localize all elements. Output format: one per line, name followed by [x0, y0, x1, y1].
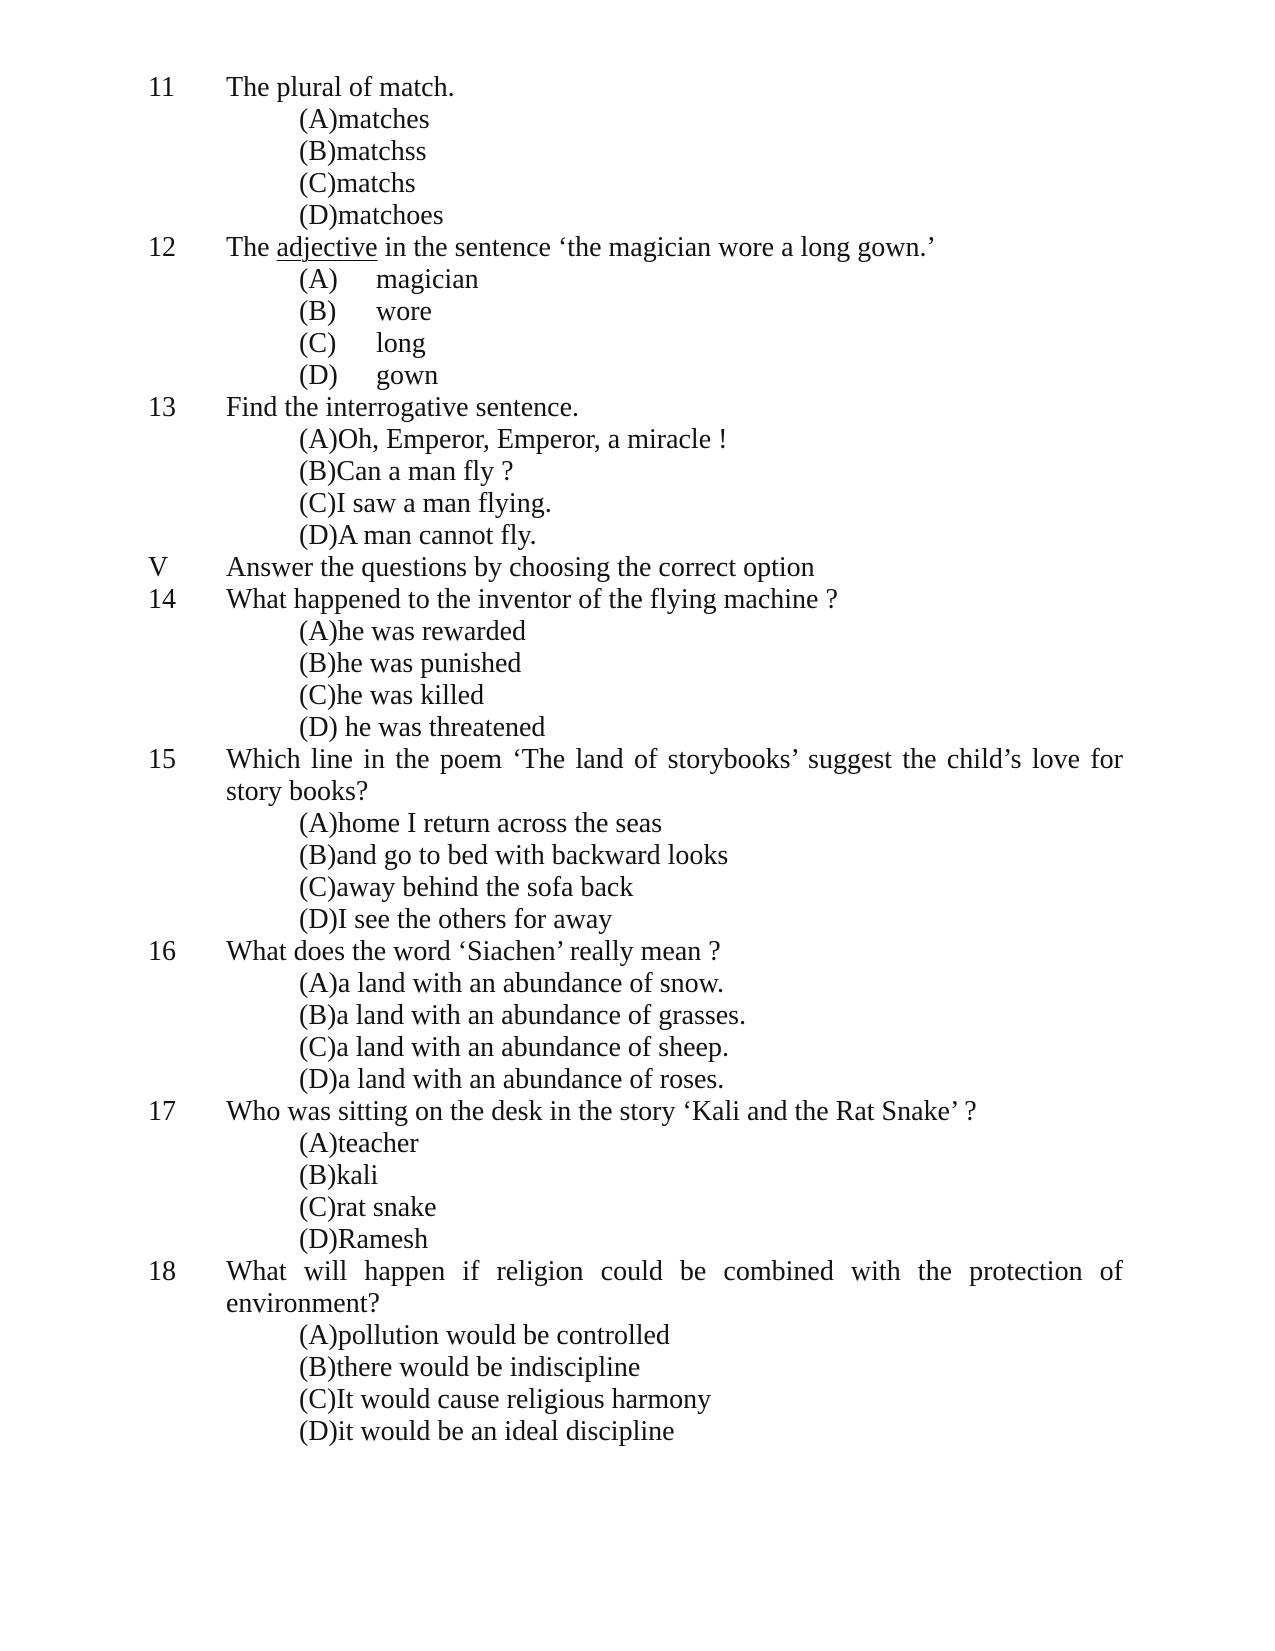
- option-a: (A)home I return across the seas: [299, 808, 663, 839]
- question-text-line-1: Which line in the poem ‘The land of storybooks’ suggest the child’s love for: [226, 744, 1123, 775]
- option-a: (A)teacher: [299, 1128, 419, 1159]
- option: [0, 295, 1275, 329]
- option-d: (D)I see the others for away: [299, 904, 613, 935]
- option-c: (C)a land with an abundance of sheep.: [299, 1032, 729, 1063]
- question-number: 17: [148, 1096, 176, 1127]
- option-b-text: wore: [376, 296, 432, 327]
- option-a: (A)he was rewarded: [299, 616, 526, 647]
- question-text: What happened to the inventor of the flying machine ?: [226, 584, 838, 615]
- option-c: (C)rat snake: [299, 1192, 437, 1223]
- option: [0, 807, 1275, 841]
- question-13: [0, 391, 1275, 425]
- option: [0, 967, 1275, 1001]
- option: [0, 1351, 1275, 1385]
- section-v-heading: [0, 551, 1275, 585]
- question-number: 11: [148, 72, 175, 103]
- option: [0, 519, 1275, 553]
- option-c-text: long: [376, 328, 426, 359]
- option: [0, 327, 1275, 361]
- option: [0, 615, 1275, 649]
- option-d-text: gown: [376, 360, 439, 391]
- question-text-line-2: environment?: [226, 1288, 380, 1319]
- question-number: 18: [148, 1256, 176, 1287]
- option: [0, 1127, 1275, 1161]
- question-16: [0, 935, 1275, 969]
- question-18-continued: [0, 1287, 1275, 1321]
- option-d: (D)matchoes: [299, 200, 444, 231]
- question-12: [0, 231, 1275, 265]
- option-c: (C)matchs: [299, 168, 416, 199]
- question-number: 16: [148, 936, 176, 967]
- question-text-line-2: story books?: [226, 776, 369, 807]
- option: [0, 1031, 1275, 1065]
- question-text: Who was sitting on the desk in the story ‘Kali and the Rat Snake’ ?: [226, 1096, 977, 1127]
- underlined-word: adjective: [276, 232, 378, 263]
- option: [0, 903, 1275, 937]
- question-14: [0, 583, 1275, 617]
- option-a: (A)pollution would be controlled: [299, 1320, 670, 1351]
- question-18: [0, 1255, 1275, 1289]
- option-b: (B)Can a man fly ?: [299, 456, 514, 487]
- question-text: Find the interrogative sentence.: [226, 392, 579, 423]
- option: [0, 199, 1275, 233]
- option: [0, 1223, 1275, 1257]
- question-text-line-1: What will happen if religion could be combined with the protection of: [226, 1256, 1123, 1287]
- question-15: [0, 743, 1275, 777]
- question-text: What does the word ‘Siachen’ really mean ?: [226, 936, 721, 967]
- text-before: The: [226, 232, 277, 263]
- option: [0, 263, 1275, 297]
- option-c: (C)he was killed: [299, 680, 485, 711]
- option: [0, 1319, 1275, 1353]
- option: [0, 1383, 1275, 1417]
- option-b: (B)matchss: [299, 136, 427, 167]
- option: [0, 1063, 1275, 1097]
- option-d: (D)a land with an abundance of roses.: [299, 1064, 725, 1095]
- option-c-label: (C): [299, 328, 337, 359]
- option-a-text: magician: [376, 264, 479, 295]
- option-c: (C)I saw a man flying.: [299, 488, 552, 519]
- section-number: V: [148, 552, 169, 583]
- question-17: [0, 1095, 1275, 1129]
- option: [0, 1415, 1275, 1449]
- option: [0, 871, 1275, 905]
- option-d: (D) he was threatened: [299, 712, 546, 743]
- option: [0, 487, 1275, 521]
- option: [0, 359, 1275, 393]
- option: [0, 167, 1275, 201]
- question-number: 15: [148, 744, 176, 775]
- question-text: The plural of match.: [226, 72, 455, 103]
- option-b: (B)and go to bed with backward looks: [299, 840, 729, 871]
- option-a: (A)matches: [299, 104, 430, 135]
- option: [0, 999, 1275, 1033]
- question-15-continued: [0, 775, 1275, 809]
- option: [0, 135, 1275, 169]
- option: [0, 1191, 1275, 1225]
- option: [0, 103, 1275, 137]
- question-11: [0, 71, 1275, 105]
- option-b: (B)there would be indiscipline: [299, 1352, 641, 1383]
- text-after: in the sentence ‘the magician wore a long gown.’: [377, 232, 936, 263]
- option-a: (A)a land with an abundance of snow.: [299, 968, 725, 999]
- option-d: (D)it would be an ideal discipline: [299, 1416, 675, 1447]
- option: [0, 839, 1275, 873]
- option: [0, 679, 1275, 713]
- option-c: (C)It would cause religious harmony: [299, 1384, 712, 1415]
- option-b: (B)a land with an abundance of grasses.: [299, 1000, 747, 1031]
- option-b-label: (B): [299, 296, 337, 327]
- option: [0, 647, 1275, 681]
- option: [0, 1159, 1275, 1193]
- question-text: [226, 231, 936, 265]
- option-a: (A)Oh, Emperor, Emperor, a miracle !: [299, 424, 728, 455]
- option-b: (B)he was punished: [299, 648, 522, 679]
- option-b: (B)kali: [299, 1160, 379, 1191]
- option-c: (C)away behind the sofa back: [299, 872, 634, 903]
- option-a-label: (A): [299, 264, 338, 295]
- option-d-label: (D): [299, 360, 338, 391]
- option-d: (D)Ramesh: [299, 1224, 429, 1255]
- question-number: 12: [148, 232, 176, 263]
- question-number: 13: [148, 392, 176, 423]
- section-instruction: Answer the questions by choosing the correct option: [226, 552, 815, 583]
- option: [0, 455, 1275, 489]
- question-number: 14: [148, 584, 176, 615]
- option: [0, 711, 1275, 745]
- option-d: (D)A man cannot fly.: [299, 520, 537, 551]
- option: [0, 423, 1275, 457]
